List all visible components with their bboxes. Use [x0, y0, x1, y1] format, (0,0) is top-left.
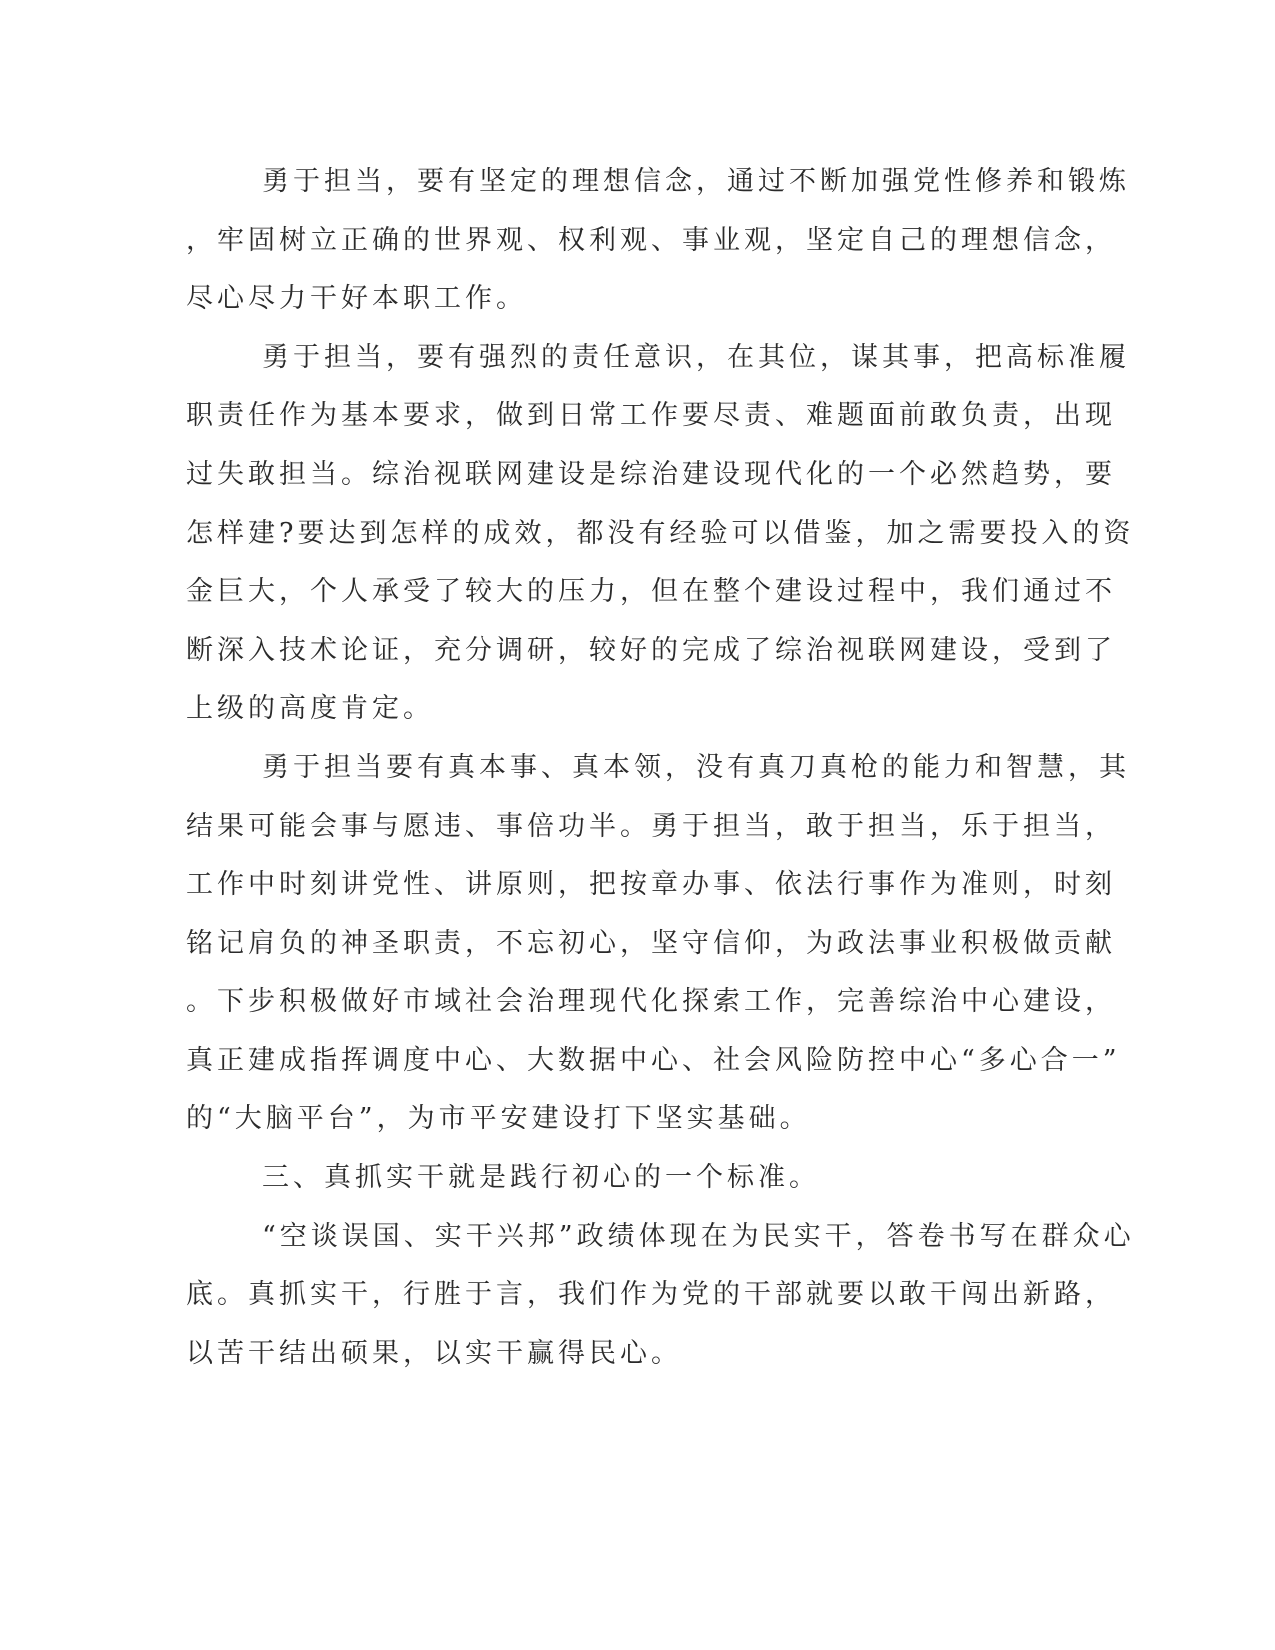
paragraph-1-line-3: 尽心尽力干好本职工作。 [186, 283, 527, 314]
paragraph-2-line-1: 勇于担当，要有强烈的责任意识，在其位，谋其事，把高标准履 [262, 342, 1130, 373]
paragraph-1-line-1: 勇于担当，要有坚定的理想信念，通过不断加强党性修养和锻炼 [262, 166, 1130, 197]
paragraph-3-line-5: 。下步积极做好市域社会治理现代化探索工作，完善综治中心建设， [186, 986, 1116, 1017]
paragraph-3-line-6: 真正建成指挥调度中心、大数据中心、社会风险防控中心“多心合一” [186, 1045, 1121, 1076]
paragraph-5-line-1: “空谈误国、实干兴邦”政绩体现在为民实干，答卷书写在群众心 [262, 1221, 1135, 1252]
paragraph-1-line-2: ，牢固树立正确的世界观、权利观、事业观，坚定自己的理想信念， [186, 225, 1116, 256]
paragraph-5-line-2: 底。真抓实干，行胜于言，我们作为党的干部就要以敢干闯出新路， [186, 1279, 1116, 1310]
paragraph-2-line-7: 上级的高度肯定。 [186, 693, 434, 724]
paragraph-2-line-5: 金巨大，个人承受了较大的压力，但在整个建设过程中，我们通过不 [186, 576, 1116, 607]
paragraph-3-line-3: 工作中时刻讲党性、讲原则，把按章办事、依法行事作为准则，时刻 [186, 869, 1116, 900]
paragraph-2-line-3: 过失敢担当。综治视联网建设是综治建设现代化的一个必然趋势，要 [186, 459, 1116, 490]
paragraph-5-line-3: 以苦干结出硕果，以实干赢得民心。 [186, 1338, 682, 1369]
paragraph-3-line-1: 勇于担当要有真本事、真本领，没有真刀真枪的能力和智慧，其 [262, 752, 1130, 783]
paragraph-2-line-6: 断深入技术论证，充分调研，较好的完成了综治视联网建设，受到了 [186, 635, 1116, 666]
paragraph-2-line-4: 怎样建?要达到怎样的成效，都没有经验可以借鉴，加之需要投入的资 [186, 518, 1135, 549]
paragraph-3-line-4: 铭记肩负的神圣职责，不忘初心，坚守信仰，为政法事业积极做贡献 [186, 928, 1116, 959]
paragraph-3-line-7: 的“大脑平台”，为市平安建设打下坚实基础。 [186, 1103, 811, 1134]
section-heading-3: 三、真抓实干就是践行初心的一个标准。 [262, 1162, 820, 1193]
paragraph-2-line-2: 职责任作为基本要求，做到日常工作要尽责、难题面前敢负责，出现 [186, 400, 1116, 431]
paragraph-3-line-2: 结果可能会事与愿违、事倍功半。勇于担当，敢于担当，乐于担当， [186, 811, 1116, 842]
